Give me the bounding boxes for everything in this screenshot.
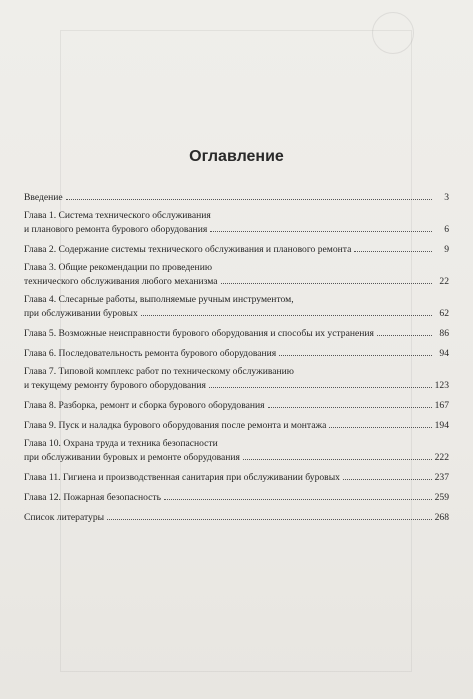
dot-leader xyxy=(141,306,432,316)
dot-leader xyxy=(354,242,432,252)
toc-entry-title-line: Глава 1. Система технического обслуживания xyxy=(24,210,211,221)
toc-entry-title: технического обслуживания любого механизма xyxy=(24,276,218,287)
toc-entry xyxy=(24,438,449,464)
toc-entry xyxy=(24,510,449,524)
toc-entry xyxy=(24,366,449,392)
dot-leader xyxy=(221,274,432,284)
page-title: Оглавление xyxy=(189,148,284,165)
dot-leader xyxy=(210,222,432,232)
toc-page-number: 222 xyxy=(434,452,449,463)
toc-entry-title: и планового ремонта бурового оборудования xyxy=(24,224,208,235)
dot-leader xyxy=(268,398,432,408)
toc-entry-title: при обслуживании буровых и ремонте оборудования xyxy=(24,452,240,463)
toc-entry-line xyxy=(24,398,449,412)
toc-entry-line xyxy=(24,510,449,524)
toc-entry-title: Глава 5. Возможные неисправности бурового оборудования и способы их устранения xyxy=(24,328,374,339)
dot-leader xyxy=(107,510,432,520)
toc-entry-title-line: Глава 3. Общие рекомендации по проведению xyxy=(24,262,212,273)
toc-entry-line xyxy=(24,378,449,392)
dot-leader xyxy=(66,190,432,200)
toc-entry-title: при обслуживании буровых xyxy=(24,308,138,319)
toc-page-number: 9 xyxy=(444,244,449,255)
dot-leader xyxy=(164,490,432,500)
toc-page-number: 6 xyxy=(444,224,449,235)
toc-page-number: 94 xyxy=(439,348,449,359)
dot-leader xyxy=(377,326,432,336)
toc-page-number: 86 xyxy=(439,328,449,339)
dot-leader xyxy=(343,470,432,480)
toc-page-number: 237 xyxy=(434,472,449,483)
toc-entry xyxy=(24,262,449,288)
toc-entry-title: Список литературы xyxy=(24,512,105,523)
toc-entry-title: Глава 6. Последовательность ремонта бурового оборудования xyxy=(24,348,277,359)
toc-entry xyxy=(24,242,449,256)
toc-entry-line xyxy=(24,242,449,256)
toc-entry xyxy=(24,210,449,236)
toc-page-number: 194 xyxy=(434,420,449,431)
toc-page-number: 268 xyxy=(434,512,449,523)
dot-leader xyxy=(329,418,432,428)
toc-entry-line xyxy=(24,274,449,288)
toc-entry-line xyxy=(24,490,449,504)
toc-page-number: 123 xyxy=(434,380,449,391)
toc-entry-title: Глава 8. Разборка, ремонт и сборка бурового оборудования xyxy=(24,400,265,411)
dot-leader xyxy=(243,450,432,460)
toc-entry-line xyxy=(24,306,449,320)
toc-entry-title-line: Глава 4. Слесарные работы, выполняемые ручным инструментом, xyxy=(24,294,294,305)
toc-entry xyxy=(24,490,449,504)
table-of-contents xyxy=(24,190,449,530)
toc-entry-title: Введение xyxy=(24,192,63,203)
toc-entry-title: Глава 11. Гигиена и производственная санитария при обслуживании буровых xyxy=(24,472,340,483)
toc-entry-line xyxy=(24,450,449,464)
toc-page-number: 167 xyxy=(434,400,449,411)
toc-entry xyxy=(24,398,449,412)
toc-entry-line xyxy=(24,470,449,484)
toc-page-number: 62 xyxy=(439,308,449,319)
toc-entry-title: Глава 2. Содержание системы технического обслуживания и планового ремонта xyxy=(24,244,352,255)
toc-page-number: 259 xyxy=(434,492,449,503)
toc-entry xyxy=(24,190,449,204)
dot-leader xyxy=(209,378,432,388)
toc-entry xyxy=(24,326,449,340)
toc-entry-title: Глава 9. Пуск и наладка бурового оборудования после ремонта и монтажа xyxy=(24,420,327,431)
toc-entry-line xyxy=(24,326,449,340)
toc-entry xyxy=(24,294,449,320)
toc-entry-title-line: Глава 10. Охрана труда и техника безопасности xyxy=(24,438,218,449)
toc-entry-line xyxy=(24,346,449,360)
toc-entry-line xyxy=(24,222,449,236)
dot-leader xyxy=(279,346,432,356)
toc-entry-title: Глава 12. Пожарная безопасность xyxy=(24,492,162,503)
toc-entry xyxy=(24,470,449,484)
toc-page-number: 3 xyxy=(444,192,449,203)
toc-entry-line xyxy=(24,418,449,432)
toc-entry-title-line: Глава 7. Типовой комплекс работ по техническому обслуживанию xyxy=(24,366,294,377)
show-through-emblem xyxy=(372,12,414,54)
toc-entry xyxy=(24,418,449,432)
toc-entry xyxy=(24,346,449,360)
toc-entry-line xyxy=(24,190,449,204)
toc-page-number: 22 xyxy=(439,276,449,287)
toc-entry-title: и текущему ремонту бурового оборудования xyxy=(24,380,206,391)
